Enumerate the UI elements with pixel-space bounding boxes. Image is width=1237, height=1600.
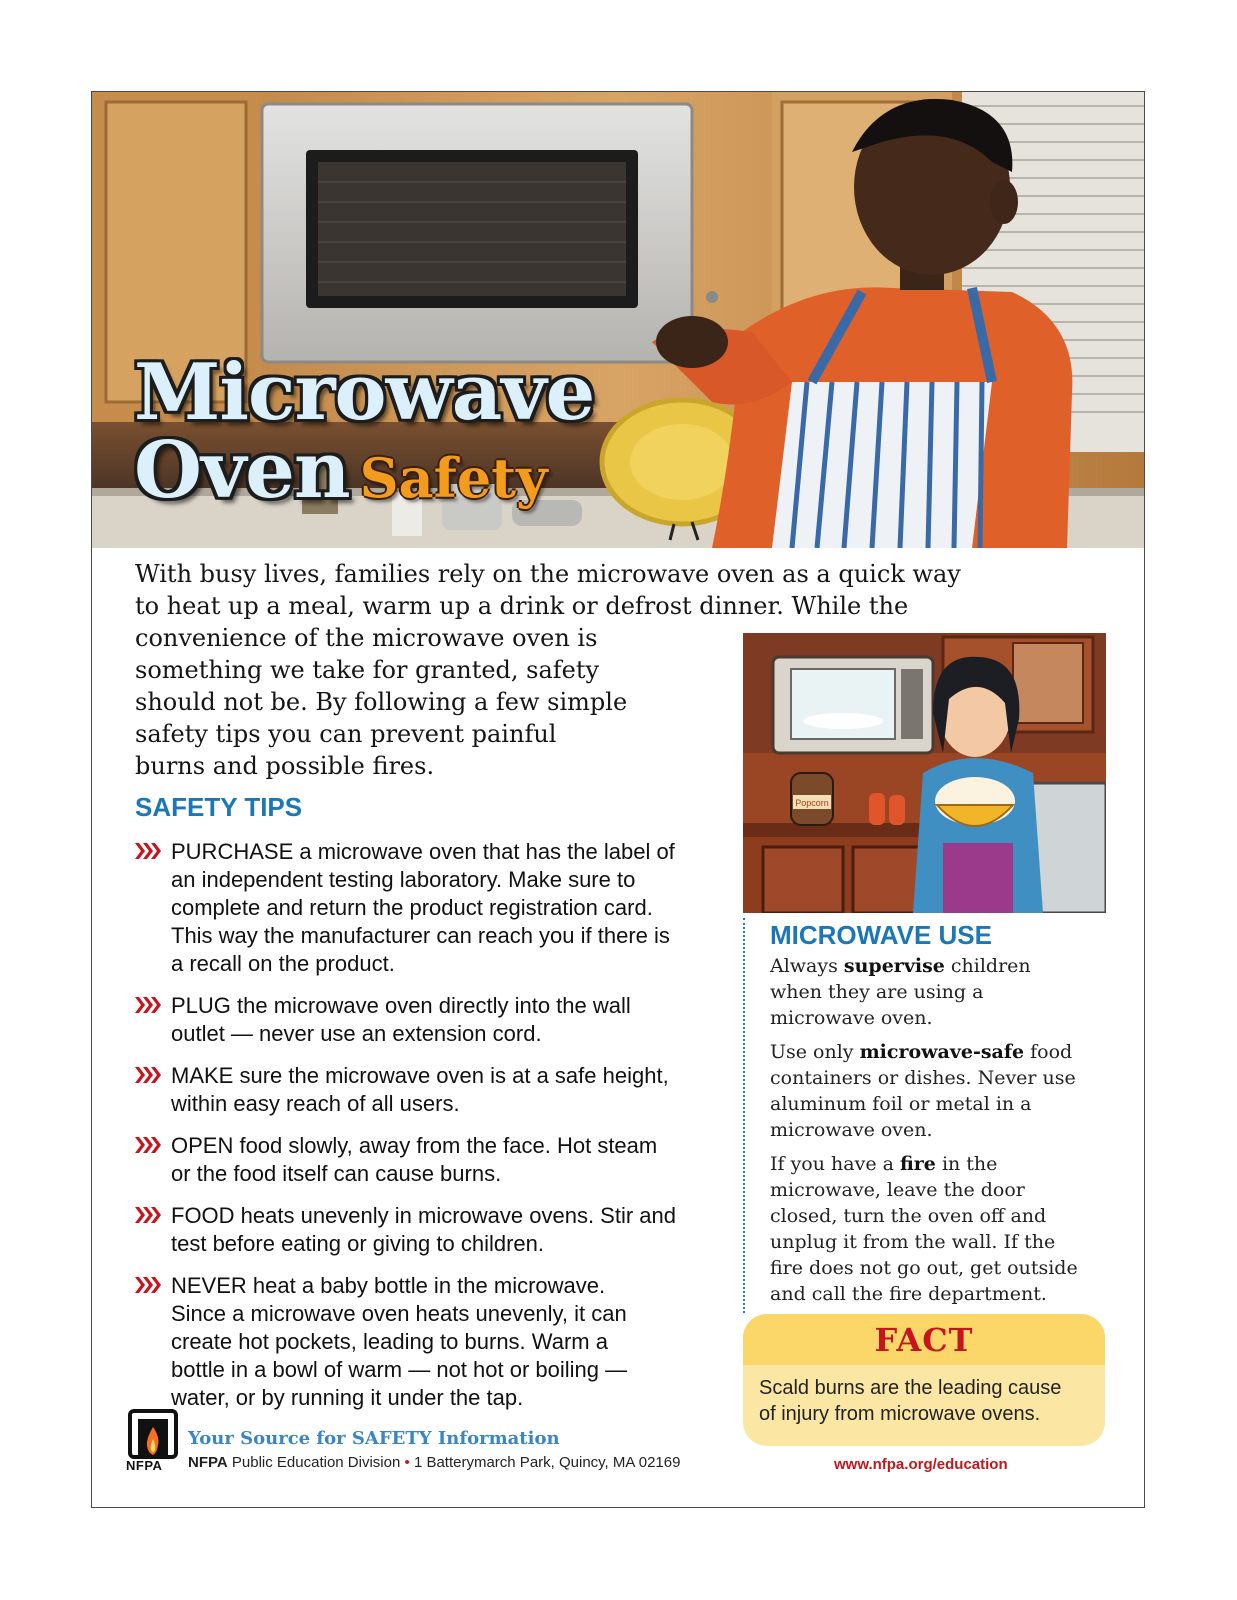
intro-line: something we take for granted, safety <box>135 656 600 684</box>
street-address: 1 Batterymarch Park, Quincy, MA 02169 <box>413 1454 681 1471</box>
safety-tips-heading: SAFETY TIPS <box>135 792 303 822</box>
text-line: when they are using a <box>770 981 984 1003</box>
microwave-use-text <box>770 953 1120 1315</box>
tip-line: an independent testing laboratory. Make sure to <box>171 867 636 892</box>
text-line: microwave, leave the door <box>770 1179 1025 1201</box>
text-line: closed, turn the oven off and <box>770 1205 1047 1227</box>
division: Public Education Division <box>231 1454 401 1471</box>
emphasis: supervise <box>843 955 945 977</box>
tip-line: bottle in a bowl of warm — not hot or boiling — <box>171 1357 628 1382</box>
hero-photo <box>92 92 1144 548</box>
text-line: containers or dishes. Never use <box>770 1067 1076 1089</box>
text-run: in the <box>935 1153 998 1175</box>
microwave-use-heading: MICROWAVE USE <box>770 920 992 950</box>
text-line: fire does not go out, get outside <box>770 1257 1078 1279</box>
tip-line: PURCHASE a microwave oven that has the label of <box>171 839 675 864</box>
text-line: and call the fire department. <box>770 1283 1047 1305</box>
safety-tips-list <box>135 838 725 1426</box>
intro-line: With busy lives, families rely on the microwave oven as a quick way <box>135 560 961 588</box>
triple-chevron-bullet-icon <box>135 841 161 861</box>
microwave-use-paragraph <box>770 953 1120 1031</box>
tip-line: This way the manufacturer can reach you if there is <box>171 923 670 948</box>
text-run: If you have a <box>770 1153 900 1175</box>
text-run: Always <box>770 955 844 977</box>
fact-text <box>743 1365 1105 1427</box>
title-line-1: Microwave <box>134 347 595 438</box>
tip-line: within easy reach of all users. <box>171 1091 460 1116</box>
list-item <box>135 838 725 978</box>
footer-url[interactable]: www.nfpa.org/education <box>834 1456 1008 1473</box>
tip-line: MAKE sure the microwave oven is at a safe height, <box>171 1063 669 1088</box>
tip-line: PLUG the microwave oven directly into the wall <box>171 993 631 1018</box>
triple-chevron-bullet-icon <box>135 1205 161 1225</box>
title-line-2: Oven <box>134 425 350 516</box>
triple-chevron-bullet-icon <box>135 1135 161 1155</box>
fact-title: FACT <box>874 1321 974 1359</box>
footer-tagline: Your Source for SAFETY Information <box>188 1428 560 1449</box>
tip-line: outlet — never use an extension cord. <box>171 1021 542 1046</box>
footer-address <box>188 1454 680 1471</box>
emphasis: microwave-safe <box>859 1041 1025 1063</box>
text-run: food <box>1024 1041 1073 1063</box>
triple-chevron-bullet-icon <box>135 995 161 1015</box>
tip-line: a recall on the product. <box>171 951 395 976</box>
list-item <box>135 992 725 1048</box>
separator: • <box>404 1454 410 1471</box>
fact-box <box>743 1314 1105 1446</box>
org-name: NFPA <box>188 1454 228 1471</box>
text-line: unplug it from the wall. If the <box>770 1231 1056 1253</box>
tip-line: complete and return the product registration card. <box>171 895 653 920</box>
cartoon-kitchen <box>743 633 1106 913</box>
intro-line: safety tips you can prevent painful <box>135 720 557 748</box>
triple-chevron-bullet-icon <box>135 1275 161 1295</box>
fact-line: Scald burns are the leading cause <box>759 1377 1062 1399</box>
triple-chevron-bullet-icon <box>135 1065 161 1085</box>
fact-line: of injury from microwave ovens. <box>759 1403 1041 1425</box>
text-line: microwave oven. <box>770 1119 933 1141</box>
text-line: aluminum foil or metal in a <box>770 1093 1032 1115</box>
jar-label: Popcorn <box>795 798 829 808</box>
list-item <box>135 1272 725 1412</box>
tip-line: create hot pockets, leading to burns. Warm a <box>171 1329 608 1354</box>
fact-header <box>743 1314 1105 1365</box>
list-item <box>135 1132 725 1188</box>
microwave-use-paragraph <box>770 1039 1120 1143</box>
title-accent: Safety <box>359 446 548 510</box>
intro-line: should not be. By following a few simple <box>135 688 628 716</box>
microwave-use-paragraph <box>770 1151 1120 1307</box>
tip-line: test before eating or giving to children. <box>171 1231 545 1256</box>
intro-line: convenience of the microwave oven is <box>135 624 598 652</box>
tip-line: FOOD heats unevenly in microwave ovens. Stir and <box>171 1203 677 1228</box>
poster-title <box>134 347 595 516</box>
list-item <box>135 1202 725 1258</box>
emphasis: fire <box>899 1153 936 1175</box>
text-run: children <box>944 955 1031 977</box>
tip-line: Since a microwave oven heats unevenly, it can <box>171 1301 627 1326</box>
column-divider <box>743 918 745 1313</box>
list-item <box>135 1062 725 1118</box>
text-run: Use only <box>770 1041 860 1063</box>
nfpa-logo-text: NFPA <box>126 1458 163 1473</box>
intro-line: burns and possible fires. <box>135 752 435 780</box>
tip-line: water, or by running it under the tap. <box>171 1385 524 1410</box>
text-line: microwave oven. <box>770 1007 933 1029</box>
intro-line: to heat up a meal, warm up a drink or defrost dinner. While the <box>135 592 909 620</box>
tip-line: OPEN food slowly, away from the face. Hot steam <box>171 1133 658 1158</box>
popcorn-illustration <box>743 633 1106 913</box>
tip-line: or the food itself can cause burns. <box>171 1161 502 1186</box>
tip-line: NEVER heat a baby bottle in the microwave. <box>171 1273 606 1298</box>
